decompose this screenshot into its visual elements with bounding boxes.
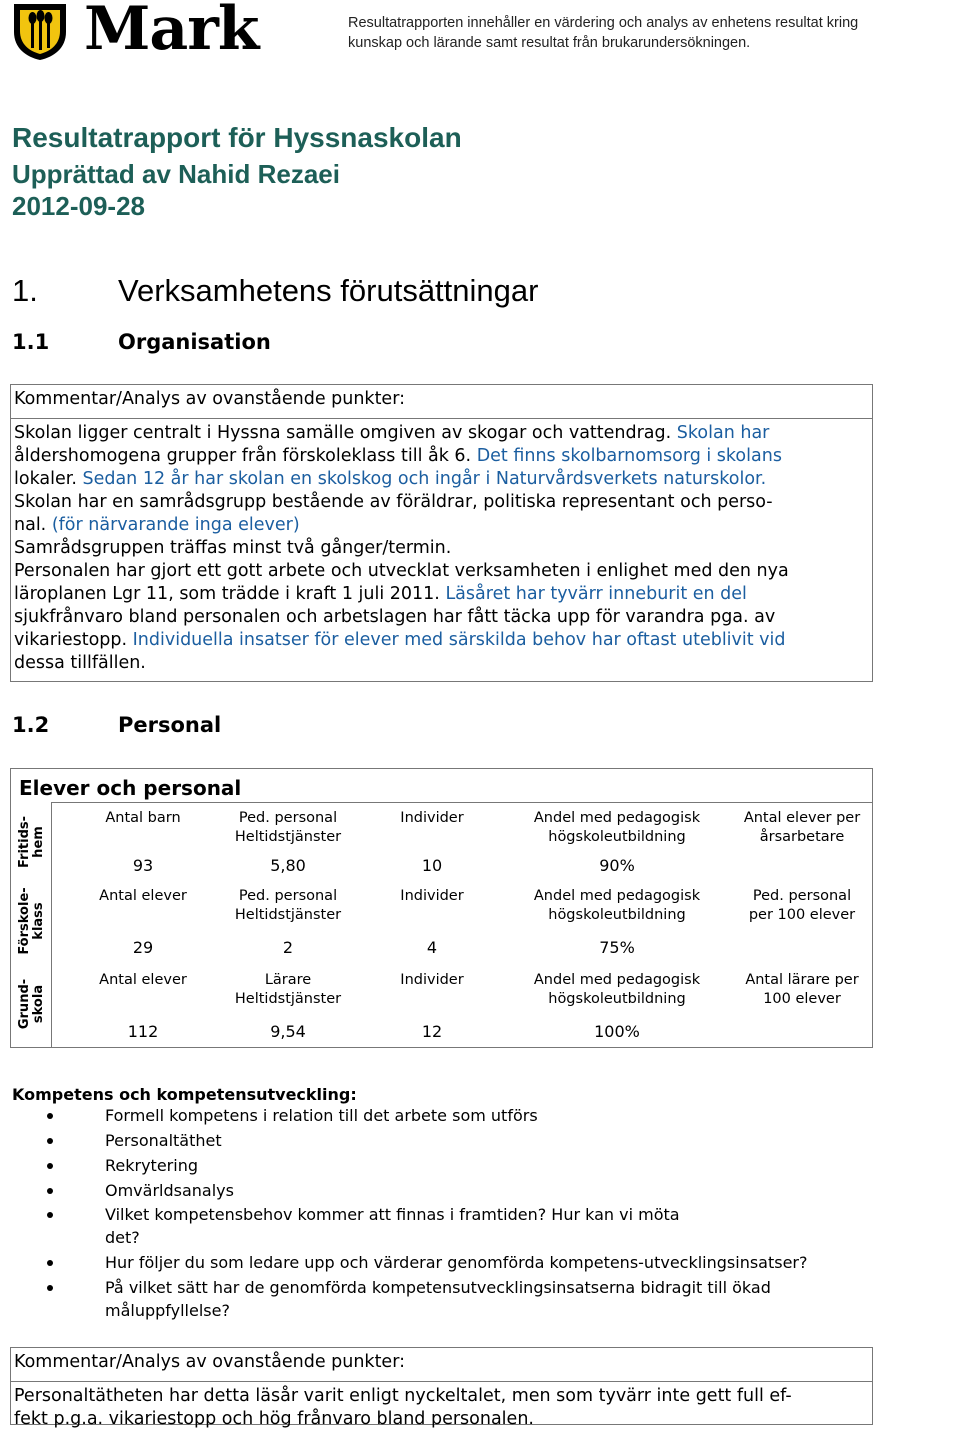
column-header bbox=[337, 971, 527, 990]
row-label-text: Förskole- klass bbox=[17, 887, 46, 955]
table-value bbox=[372, 938, 492, 958]
bullet-icon bbox=[47, 1188, 53, 1194]
comment-body bbox=[11, 1382, 872, 1430]
subsection-heading bbox=[12, 330, 271, 354]
subsection-heading bbox=[12, 713, 221, 737]
table-divider bbox=[51, 802, 873, 803]
comment-line: Personalen har gjort ett gott arbete och utvecklat verksamheten i enlighet med den nya bbox=[14, 561, 789, 581]
comment-line: dessa tillfällen. bbox=[14, 653, 146, 673]
organisation-comment-box bbox=[10, 384, 873, 682]
table-value bbox=[228, 938, 348, 958]
column-header-text: Individer bbox=[400, 972, 464, 988]
comment-line: läroplanen Lgr 11, som trädde i kraft 1 juli 2011. Läsåret har tyvärr inneburit en del bbox=[14, 584, 747, 604]
column-header-text: Ped. personal Heltidstjänster bbox=[234, 888, 342, 923]
table-value-text: 75% bbox=[599, 938, 635, 957]
report-author: Upprättad av Nahid Rezaei bbox=[12, 159, 340, 189]
column-header bbox=[337, 809, 527, 828]
column-header-text: Antal elever bbox=[99, 972, 187, 988]
comment-highlight: Skolan har bbox=[676, 423, 770, 443]
bullet-icon bbox=[47, 1138, 53, 1144]
section-number: 1. bbox=[12, 273, 38, 308]
table-value bbox=[372, 1022, 492, 1042]
row-label-text: Grund- skola bbox=[17, 978, 46, 1030]
bullet-icon bbox=[47, 1113, 53, 1119]
table-value bbox=[557, 938, 677, 958]
column-header bbox=[337, 887, 527, 906]
header-note-line: kunskap och lärande samt resultat från brukarundersökningen. bbox=[348, 35, 751, 51]
column-header-text: Antal barn bbox=[105, 810, 181, 826]
list-item-text: Hur följer du som ledare upp och värderar genomförda kompetens-utvecklingsinsatser? bbox=[105, 1253, 808, 1272]
table-value-text: 10 bbox=[421, 856, 443, 875]
column-header-text: Individer bbox=[400, 888, 464, 904]
comment-body bbox=[11, 419, 872, 675]
table-value bbox=[83, 1022, 203, 1042]
comment-line: nal. (för närvarande inga elever) bbox=[14, 515, 300, 535]
column-header-text: Ped. personal per 100 elever bbox=[748, 888, 856, 923]
table-value bbox=[83, 938, 203, 958]
bullet-icon bbox=[47, 1163, 53, 1169]
subsection-title: Personal bbox=[118, 713, 222, 737]
comment-line: Personaltätheten har detta läsår varit enligt nyckeltalet, men som tyvärr inte gett full ef- bbox=[14, 1386, 792, 1406]
table-value bbox=[228, 1022, 348, 1042]
table-value-text: 5,80 bbox=[270, 856, 306, 875]
table-value bbox=[228, 856, 348, 876]
comment-line: Samrådsgruppen träffas minst två gånger/termin. bbox=[14, 538, 452, 558]
logo-wordmark: Mark bbox=[84, 0, 259, 64]
list-item-text: Formell kompetens i relation till det arbete som utförs bbox=[105, 1106, 538, 1125]
coat-of-arms-icon bbox=[10, 2, 70, 62]
header-note bbox=[348, 13, 960, 53]
bullet-icon bbox=[47, 1285, 53, 1291]
table-value-text: 9,54 bbox=[270, 1022, 306, 1041]
row-label bbox=[15, 881, 49, 961]
mark-logo bbox=[10, 0, 259, 64]
subsection-title: Organisation bbox=[118, 330, 271, 354]
comment-highlight: Individuella insatser för elever med särskilda behov har oftast uteblivit vid bbox=[132, 630, 786, 650]
column-header-text: Antal lärare per 100 elever bbox=[745, 972, 859, 1007]
comment-highlight: Sedan 12 år har skolan en skolskog och ingår i Naturvårdsverkets naturskolor. bbox=[82, 469, 767, 489]
column-header-text: Antal elever bbox=[99, 888, 187, 904]
competence-heading: Kompetens och kompetensutveckling: bbox=[12, 1085, 357, 1104]
column-header-text: Ped. personal Heltidstjänster bbox=[234, 810, 342, 845]
column-header bbox=[707, 971, 897, 1009]
table-value bbox=[83, 856, 203, 876]
list-item-text: Vilket kompetensbehov kommer att finnas i framtiden? Hur kan vi möta det? bbox=[105, 1205, 680, 1247]
report-title: Resultatrapport för Hyssnaskolan bbox=[12, 122, 462, 153]
column-header-text: Antal elever per årsarbetare bbox=[743, 810, 861, 845]
personnel-comment-box bbox=[10, 1347, 873, 1429]
table-value bbox=[557, 856, 677, 876]
subsection-number: 1.1 bbox=[12, 330, 50, 354]
comment-line: sjukfrånvaro bland personalen och arbetslagen har fått täcka upp för varandra pga. av bbox=[14, 607, 776, 627]
section-heading bbox=[12, 273, 538, 309]
comment-line: åldershomogena grupper från förskoleklass till åk 6. Det finns skolbarnomsorg i skolans bbox=[14, 446, 782, 466]
column-header bbox=[522, 809, 712, 847]
column-header-text: Lärare Heltidstjänster bbox=[234, 972, 342, 1007]
subsection-number: 1.2 bbox=[12, 713, 50, 737]
comment-line: vikariestopp. Individuella insatser för elever med särskilda behov har oftast uteblivit vid bbox=[14, 630, 786, 650]
comment-label: Kommentar/Analys av ovanstående punkter: bbox=[11, 385, 872, 419]
table-value-text: 2 bbox=[282, 938, 294, 957]
table-value bbox=[372, 856, 492, 876]
column-header-text: Andel med pedagogisk högskoleutbildning bbox=[533, 810, 701, 845]
column-header bbox=[522, 887, 712, 925]
bullet-icon bbox=[47, 1212, 53, 1218]
comment-highlight: Det finns skolbarnomsorg i skolans bbox=[476, 446, 782, 466]
table-value bbox=[557, 1022, 677, 1042]
staff-table-title: Elever och personal bbox=[19, 776, 242, 800]
column-header bbox=[707, 887, 897, 925]
comment-label: Kommentar/Analys av ovanstående punkter: bbox=[11, 1348, 872, 1382]
list-item-text: På vilket sätt har de genomförda kompetensutvecklingsinsatserna bidragit till ökad måluppfyllelse? bbox=[105, 1278, 771, 1320]
column-header-text: Andel med pedagogisk högskoleutbildning bbox=[533, 888, 701, 923]
table-value-text: 29 bbox=[132, 938, 154, 957]
column-header-text: Andel med pedagogisk högskoleutbildning bbox=[533, 972, 701, 1007]
table-value-text: 100% bbox=[594, 1022, 640, 1041]
report-date: 2012-09-28 bbox=[12, 191, 145, 221]
table-value-text: 90% bbox=[599, 856, 635, 875]
table-value-text: 93 bbox=[132, 856, 154, 875]
list-item-text: Rekrytering bbox=[105, 1156, 198, 1175]
staff-table bbox=[10, 768, 873, 1048]
section-title: Verksamhetens förutsättningar bbox=[118, 273, 539, 308]
table-value-text: 4 bbox=[426, 938, 438, 957]
column-header bbox=[522, 971, 712, 1009]
table-divider bbox=[51, 802, 52, 1048]
column-header bbox=[707, 809, 897, 847]
table-value-text: 12 bbox=[421, 1022, 443, 1041]
comment-line: Skolan ligger centralt i Hyssna samälle omgiven av skogar och vattendrag. Skolan har bbox=[14, 423, 770, 443]
comment-line: lokaler. Sedan 12 år har skolan en skolskog och ingår i Naturvårdsverkets naturskolor. bbox=[14, 469, 767, 489]
row-label-text: Fritids- hem bbox=[17, 815, 46, 869]
comment-line: fekt p.g.a. vikariestopp och hög frånvaro bland personalen. bbox=[14, 1409, 534, 1429]
bullet-icon bbox=[47, 1260, 53, 1266]
comment-highlight: (för närvarande inga elever) bbox=[51, 515, 300, 535]
list-item-text: Personaltäthet bbox=[105, 1131, 222, 1150]
header-note-line: Resultatrapporten innehåller en värdering och analys av enhetens resultat kring bbox=[348, 15, 859, 31]
table-value-text: 112 bbox=[127, 1022, 159, 1041]
comment-line: Skolan har en samrådsgrupp bestående av föräldrar, politiska representant och perso- bbox=[14, 492, 773, 512]
list-item-text: Omvärldsanalys bbox=[105, 1181, 234, 1200]
row-label bbox=[15, 802, 49, 882]
comment-highlight: Läsåret har tyvärr inneburit en del bbox=[445, 584, 747, 604]
row-label bbox=[15, 964, 49, 1044]
column-header-text: Individer bbox=[400, 810, 464, 826]
